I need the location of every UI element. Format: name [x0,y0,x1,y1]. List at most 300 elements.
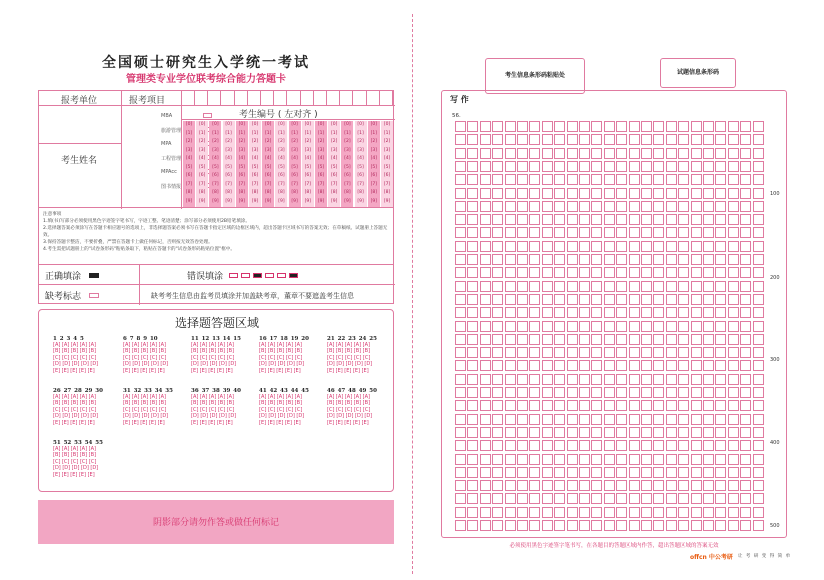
digit-option[interactable]: [8] [344,190,351,195]
digit-option[interactable]: [6] [304,173,311,178]
exam-number-column[interactable] [315,121,327,207]
exam-number-column[interactable] [289,121,301,207]
question-numbers: 31 32 33 34 35 [123,388,173,394]
answer-option-row[interactable]: [C] [C] [C] [C] [C] [123,354,167,361]
digit-option[interactable]: [5] [357,164,364,170]
digit-option[interactable]: [3] [344,147,351,153]
digit-option[interactable]: [1] [212,130,219,136]
digit-option[interactable]: [5] [291,164,298,170]
answer-option-row[interactable]: [A] [A] [A] [A] [A] [327,394,370,400]
digit-option[interactable]: [8] [304,190,311,195]
exam-number-digit-box[interactable] [196,91,208,105]
digit-option[interactable]: [2] [225,139,232,144]
digit-option[interactable]: [1] [291,130,298,136]
digit-option[interactable]: [8] [199,190,206,195]
exam-number-column[interactable] [328,121,340,207]
digit-option[interactable]: [5] [344,164,351,170]
digit-option[interactable]: [2] [383,139,391,144]
digit-option[interactable]: [7] [212,181,219,187]
digit-option[interactable]: [0] [304,122,311,127]
question-group[interactable] [123,388,181,426]
shaded-area-text: 阴影部分请勿作答或做任何标记 [152,518,279,528]
exam-number-column[interactable] [183,121,195,207]
brand-logo: offcn 中公考研 [690,554,733,561]
answer-option-row[interactable]: [C] [C] [C] [C] [C] [53,406,97,413]
answer-option-row[interactable]: [B] [B] [B] [B] [B] [53,348,97,355]
answer-option-row[interactable]: [A] [A] [A] [A] [A] [327,342,370,348]
digit-option[interactable]: [4] [383,156,391,161]
digit-option[interactable]: [9] [278,198,285,204]
digit-option[interactable]: [3] [225,147,232,153]
digit-option[interactable]: [6] [185,173,193,178]
digit-option[interactable]: [7] [370,181,377,187]
answer-option-row[interactable]: [D] [D] [D] [D] [D] [53,361,99,368]
digit-option[interactable]: [5] [238,164,245,170]
absent-label: 缺考标志 [45,292,82,302]
digit-option[interactable]: [0] [344,122,351,127]
digit-option[interactable]: [2] [185,139,193,144]
answer-option-row[interactable]: [B] [B] [B] [B] [B] [53,452,97,459]
answer-option-row[interactable]: [E] [E] [E] [E] [E] [123,419,165,426]
exam-number-digit-box[interactable] [223,91,235,105]
digit-option[interactable]: [8] [225,190,232,195]
digit-option[interactable]: [6] [278,173,285,178]
digit-option[interactable]: [6] [291,173,298,178]
exam-number-column[interactable] [275,121,287,207]
exam-number-column[interactable] [368,121,380,207]
digit-option[interactable]: [3] [357,147,364,153]
note-line: 2.选择题答案必须涂写在答题卡相应题号的选项上，非选择题答案必须书写在答题卡指定区域的边框区域内，超出答题卡区域书写的答案无效；在草稿纸、试题册上答题无效。 [43,226,388,238]
question-number: 56. [452,113,461,119]
digit-option[interactable]: [2] [344,139,351,144]
digit-option[interactable]: [2] [251,139,259,144]
digit-option[interactable]: [4] [212,156,219,161]
answer-option-row[interactable]: [D] [D] [D] [D] [D] [259,361,305,368]
digit-option[interactable]: [2] [265,139,272,144]
exam-number-column[interactable] [236,121,248,207]
project-option[interactable] [161,141,171,147]
digit-option[interactable]: [7] [238,181,245,187]
digit-option[interactable]: [9] [344,198,351,204]
answer-option-row[interactable]: [D] [D] [D] [D] [D] [123,413,169,420]
digit-option[interactable]: [4] [357,156,364,161]
question-group[interactable] [53,388,111,426]
digit-option[interactable]: [2] [370,139,377,144]
answer-option-row[interactable]: [A] [A] [A] [A] [A] [53,342,96,348]
exam-number-column[interactable] [209,121,221,207]
digit-option[interactable]: [6] [344,173,351,178]
answer-option-row[interactable]: [A] [A] [A] [A] [A] [123,342,166,348]
digit-option[interactable]: [4] [331,156,338,161]
exam-number-column[interactable] [249,121,261,207]
notes-heading: 注意事项 [43,212,62,217]
answer-option-row[interactable]: [D] [D] [D] [D] [D] [53,413,99,420]
note-line: 3.保持答题卡整洁，不要折叠，严禁在答题卡上做任何标记，否则按无效答卷处理。 [43,240,213,245]
digit-option[interactable]: [3] [185,147,193,153]
digit-option[interactable]: [9] [199,198,206,204]
digit-option[interactable]: [6] [383,173,391,178]
digit-option[interactable]: [0] [185,122,193,127]
digit-option[interactable]: [3] [331,147,338,153]
digit-option[interactable]: [7] [251,181,259,187]
candidate-info-block [38,90,394,208]
correct-fill-label: 正确填涂 [45,272,82,282]
mc-title: 选择题答题区域 [174,316,259,330]
digit-option[interactable]: [0] [383,122,391,127]
digit-option[interactable]: [6] [265,173,272,178]
answer-option-row[interactable]: [C] [C] [C] [C] [C] [53,354,97,361]
digit-option[interactable]: [8] [212,190,219,195]
answer-option-row[interactable]: [E] [E] [E] [E] [E] [53,471,95,478]
answer-option-row[interactable]: [C] [C] [C] [C] [C] [191,354,235,361]
digit-option[interactable]: [5] [212,164,219,170]
digit-option[interactable]: [7] [344,181,351,187]
digit-option[interactable]: [3] [265,147,272,153]
question-group[interactable] [53,440,111,478]
exam-number-digit-box[interactable] [328,91,340,105]
digit-option[interactable]: [5] [370,164,377,170]
answer-option-row[interactable]: [E] [E] [E] [E] [E] [191,419,233,426]
digit-option[interactable]: [0] [331,122,338,127]
digit-option[interactable]: [5] [185,164,193,170]
answer-option-row[interactable]: [A] [A] [A] [A] [A] [123,394,166,400]
notes-block [38,208,394,264]
digit-option[interactable]: [4] [265,156,272,161]
exam-number-digit-box[interactable] [289,91,301,105]
digit-option[interactable]: [9] [304,198,311,204]
digit-option[interactable]: [1] [304,130,311,136]
digit-option[interactable]: [8] [278,190,285,195]
exam-number-digit-box[interactable] [249,91,261,105]
absent-note: 缺考考生信息由监考员填涂并加盖缺考章，董章不要遮盖考生信息 [151,292,354,300]
digit-option[interactable]: [7] [304,181,311,187]
digit-option[interactable]: [8] [383,190,391,195]
digit-option[interactable]: [6] [199,173,206,178]
digit-option[interactable]: [4] [238,156,245,161]
digit-option[interactable]: [8] [265,190,272,195]
question-numbers: 6 7 8 9 10 [123,336,158,342]
digit-option[interactable]: [5] [278,164,285,170]
digit-option[interactable]: [1] [238,130,245,136]
digit-option[interactable]: [8] [185,190,193,195]
answer-option-row[interactable]: [D] [D] [D] [D] [D] [259,413,305,420]
question-group[interactable] [191,336,249,374]
digit-option[interactable]: [0] [291,122,298,127]
project-option[interactable] [161,183,181,190]
answer-option-row[interactable]: [B] [B] [B] [B] [B] [191,400,235,407]
question-group[interactable] [327,336,385,374]
digit-option[interactable]: [3] [238,147,245,153]
digit-option[interactable]: [3] [304,147,311,153]
digit-option[interactable]: [2] [238,139,245,144]
digit-option[interactable]: [0] [317,122,325,127]
digit-option[interactable]: [7] [225,181,232,187]
digit-option[interactable]: [9] [317,198,325,204]
digit-option[interactable]: [1] [357,130,364,136]
answer-option-row[interactable]: [C] [C] [C] [C] [C] [259,406,303,413]
digit-option[interactable]: [7] [185,181,193,187]
project-option[interactable] [161,169,177,175]
digit-option[interactable]: [4] [304,156,311,161]
digit-option[interactable]: [3] [383,147,391,153]
exam-title: 全国硕士研究生入学统一考试 [102,55,310,71]
question-numbers: 11 12 13 14 15 [191,336,241,342]
answer-option-row[interactable]: [C] [C] [C] [C] [C] [123,406,167,413]
digit-option[interactable]: [5] [265,164,272,170]
digit-option[interactable]: [5] [304,164,311,170]
digit-option[interactable]: [4] [370,156,377,161]
answer-option-row[interactable]: [D] [D] [D] [D] [D] [123,361,169,368]
digit-option[interactable]: [4] [185,156,193,161]
digit-option[interactable]: [0] [199,122,206,127]
answer-option-row[interactable]: [D] [D] [D] [D] [D] [191,361,237,368]
exam-number-digit-box[interactable] [368,91,380,105]
digit-option[interactable]: [1] [344,130,351,136]
char-count-label: 200 [770,275,780,281]
answer-option-row[interactable]: [E] [E] [E] [E] [E] [123,367,165,374]
digit-option[interactable]: [9] [331,198,338,204]
digit-option[interactable]: [2] [199,139,206,144]
exam-number-column[interactable] [341,121,353,207]
absent-checkbox[interactable] [89,293,99,298]
digit-option[interactable]: [5] [383,164,391,170]
digit-option[interactable]: [1] [185,130,193,136]
digit-option[interactable]: [1] [370,130,377,136]
answer-option-row[interactable]: [A] [A] [A] [A] [A] [53,394,96,400]
exam-number-digit-box[interactable] [209,91,221,105]
digit-option[interactable]: [4] [251,156,259,161]
question-group[interactable] [259,336,317,374]
digit-option[interactable]: [6] [238,173,245,178]
answer-option-row[interactable]: [A] [A] [A] [A] [A] [191,342,234,348]
exam-number-column[interactable] [223,121,235,207]
digit-option[interactable]: [5] [199,164,206,170]
digit-option[interactable]: [8] [251,190,259,195]
project-option[interactable] [161,113,172,119]
exam-number-column[interactable] [381,121,393,207]
char-count-label: 400 [770,440,780,446]
exam-number-digit-box[interactable] [381,91,393,105]
answer-option-row[interactable]: [E] [E] [E] [E] [E] [191,367,233,374]
answer-option-row[interactable]: [D] [D] [D] [D] [D] [327,361,373,368]
digit-option[interactable]: [9] [265,198,272,204]
digit-option[interactable]: [8] [317,190,325,195]
char-count-label: 500 [770,523,780,529]
digit-option[interactable]: [7] [383,181,391,187]
digit-option[interactable]: [4] [225,156,232,161]
digit-option[interactable]: [4] [278,156,285,161]
digit-option[interactable]: [1] [331,130,338,136]
digit-option[interactable]: [7] [317,181,325,187]
digit-option[interactable]: [1] [278,130,285,136]
digit-option[interactable]: [8] [331,190,338,195]
digit-option[interactable]: [6] [331,173,338,178]
digit-option[interactable]: [3] [370,147,377,153]
digit-option[interactable]: [6] [251,173,259,178]
answer-option-row[interactable]: [E] [E] [E] [E] [E] [259,419,301,426]
digit-option[interactable]: [1] [251,130,259,136]
exam-number-digit-box[interactable] [275,91,287,105]
digit-option[interactable]: [8] [357,190,364,195]
digit-option[interactable]: [2] [357,139,364,144]
digit-option[interactable]: [3] [278,147,285,153]
answer-option-row[interactable]: [B] [B] [B] [B] [B] [53,400,97,407]
digit-option[interactable]: [2] [304,139,311,144]
answer-option-row[interactable]: [C] [C] [C] [C] [C] [327,406,371,413]
digit-option[interactable]: [7] [291,181,298,187]
answer-option-row[interactable]: [B] [B] [B] [B] [B] [123,348,167,355]
question-group[interactable] [191,388,249,426]
question-numbers: 16 17 18 19 20 [259,336,309,342]
digit-option[interactable]: [6] [370,173,377,178]
question-group[interactable] [259,388,317,426]
digit-option[interactable]: [0] [238,122,245,127]
exam-number-column[interactable] [196,121,208,207]
digit-option[interactable]: [0] [278,122,285,127]
answer-option-row[interactable]: [D] [D] [D] [D] [D] [53,465,99,472]
answer-option-row[interactable]: [D] [D] [D] [D] [D] [327,413,373,420]
digit-option[interactable]: [1] [317,130,325,136]
digit-option[interactable]: [2] [278,139,285,144]
digit-option[interactable]: [8] [238,190,245,195]
digit-option[interactable]: [9] [185,198,193,204]
digit-option[interactable]: [0] [370,122,377,127]
digit-option[interactable]: [4] [344,156,351,161]
digit-option[interactable]: [5] [251,164,259,170]
digit-option[interactable]: [6] [212,173,219,178]
digit-option[interactable]: [4] [317,156,325,161]
question-numbers: 46 47 48 49 50 [327,388,377,394]
answer-option-row[interactable]: [D] [D] [D] [D] [D] [191,413,237,420]
fill-marks-block [38,264,394,304]
digit-option[interactable]: [4] [199,156,206,161]
digit-option[interactable]: [1] [383,130,391,136]
digit-option[interactable]: [9] [357,198,364,204]
divider [39,284,395,285]
digit-option[interactable]: [2] [331,139,338,144]
digit-option[interactable]: [1] [265,130,272,136]
question-group[interactable] [53,336,111,374]
digit-option[interactable]: [8] [291,190,298,195]
question-group[interactable] [327,388,385,426]
exam-number-column[interactable] [302,121,314,207]
writing-title: 写 作 [450,95,469,104]
project-option[interactable] [161,155,181,162]
digit-option[interactable]: [0] [225,122,232,127]
question-group[interactable] [123,336,181,374]
exam-number-digit-box[interactable] [302,91,314,105]
digit-option[interactable]: [6] [357,173,364,178]
question-numbers: 51 52 53 54 55 [53,440,103,446]
answer-option-row[interactable]: [C] [C] [C] [C] [C] [259,354,303,361]
question-numbers: 41 42 43 44 45 [259,388,309,394]
answer-option-row[interactable]: [E] [E] [E] [E] [E] [53,367,95,374]
digit-option[interactable]: [9] [291,198,298,204]
digit-option[interactable]: [3] [251,147,259,153]
digit-option[interactable]: [3] [199,147,206,153]
answer-option-row[interactable]: [B] [B] [B] [B] [B] [327,348,371,355]
project-option-label: MBA [161,113,173,119]
exam-number-digit-box[interactable] [315,91,327,105]
answer-option-row[interactable]: [B] [B] [B] [B] [B] [327,400,371,407]
digit-option[interactable]: [9] [212,198,219,204]
correct-fill-sample-icon [89,273,99,278]
digit-option[interactable]: [0] [265,122,272,127]
digit-option[interactable]: [5] [317,164,325,170]
digit-option[interactable]: [9] [370,198,377,204]
answer-option-row[interactable]: [E] [E] [E] [E] [E] [327,367,369,374]
digit-option[interactable]: [0] [212,122,219,127]
writing-area[interactable] [441,90,787,538]
answer-option-row[interactable]: [A] [A] [A] [A] [A] [259,394,302,400]
answer-option-row[interactable]: [B] [B] [B] [B] [B] [259,348,303,355]
digit-option[interactable]: [6] [225,173,232,178]
answer-option-row[interactable]: [B] [B] [B] [B] [B] [259,400,303,407]
digit-option[interactable]: [1] [199,130,206,136]
project-checkbox[interactable] [203,113,212,118]
digit-option[interactable]: [5] [331,164,338,170]
digit-option[interactable]: [9] [251,198,259,204]
note-line: 1.填(书)写部分必须使用黑色字迹签字笔书写，字迹工整、笔迹清楚；涂写部分必须使用2B铅笔填涂。 [43,219,250,224]
answer-option-row[interactable]: [B] [B] [B] [B] [B] [123,400,167,407]
answer-option-row[interactable]: [C] [C] [C] [C] [C] [327,354,371,361]
exam-number-digit-box[interactable] [262,91,274,105]
question-numbers: 36 37 38 39 40 [191,388,241,394]
digit-option[interactable]: [8] [370,190,377,195]
multiple-choice-area [38,309,394,492]
note-line: 4.考生需把试题册上的"试卷条形码"粘贴条取下，粘贴在答题卡的"试卷条形码粘贴位置"框中。 [43,247,235,252]
answer-option-row[interactable]: [E] [E] [E] [E] [E] [259,367,301,374]
digit-option[interactable]: [7] [265,181,272,187]
digit-option[interactable]: [3] [317,147,325,153]
digit-option[interactable]: [7] [331,181,338,187]
answer-option-row[interactable]: [C] [C] [C] [C] [C] [53,458,97,465]
digit-option[interactable]: [9] [225,198,232,204]
digit-option[interactable]: [5] [225,164,232,170]
digit-option[interactable]: [2] [291,139,298,144]
question-numbers: 21 22 23 24 25 [327,336,377,342]
digit-option[interactable]: [7] [199,181,206,187]
answer-option-row[interactable]: [A] [A] [A] [A] [A] [191,394,234,400]
answer-option-row[interactable]: [E] [E] [E] [E] [E] [53,419,95,426]
digit-option[interactable]: [2] [212,139,219,144]
digit-option[interactable]: [1] [225,130,232,136]
digit-option[interactable]: [9] [383,198,391,204]
exam-number-digit-box[interactable] [236,91,248,105]
digit-option[interactable]: [6] [317,173,325,178]
digit-option[interactable]: [7] [357,181,364,187]
project-option[interactable] [161,127,181,134]
digit-option[interactable]: [9] [238,198,245,204]
digit-option[interactable]: [0] [357,122,364,127]
exam-number-digit-box[interactable] [341,91,353,105]
exam-number-column[interactable] [355,121,367,207]
digit-option[interactable]: [2] [317,139,325,144]
exam-number-digit-box[interactable] [183,91,195,105]
answer-option-row[interactable]: [E] [E] [E] [E] [E] [327,419,369,426]
answer-option-row[interactable]: [B] [B] [B] [B] [B] [191,348,235,355]
answer-option-row[interactable]: [A] [A] [A] [A] [A] [259,342,302,348]
exam-number-digit-box[interactable] [355,91,367,105]
digit-option[interactable]: [4] [291,156,298,161]
digit-option[interactable]: [3] [212,147,219,153]
answer-option-row[interactable]: [A] [A] [A] [A] [A] [53,446,96,452]
digit-option[interactable]: [0] [251,122,259,127]
exam-number-column[interactable] [262,121,274,207]
digit-option[interactable]: [3] [291,147,298,153]
digit-option[interactable]: [7] [278,181,285,187]
answer-option-row[interactable]: [C] [C] [C] [C] [C] [191,406,235,413]
